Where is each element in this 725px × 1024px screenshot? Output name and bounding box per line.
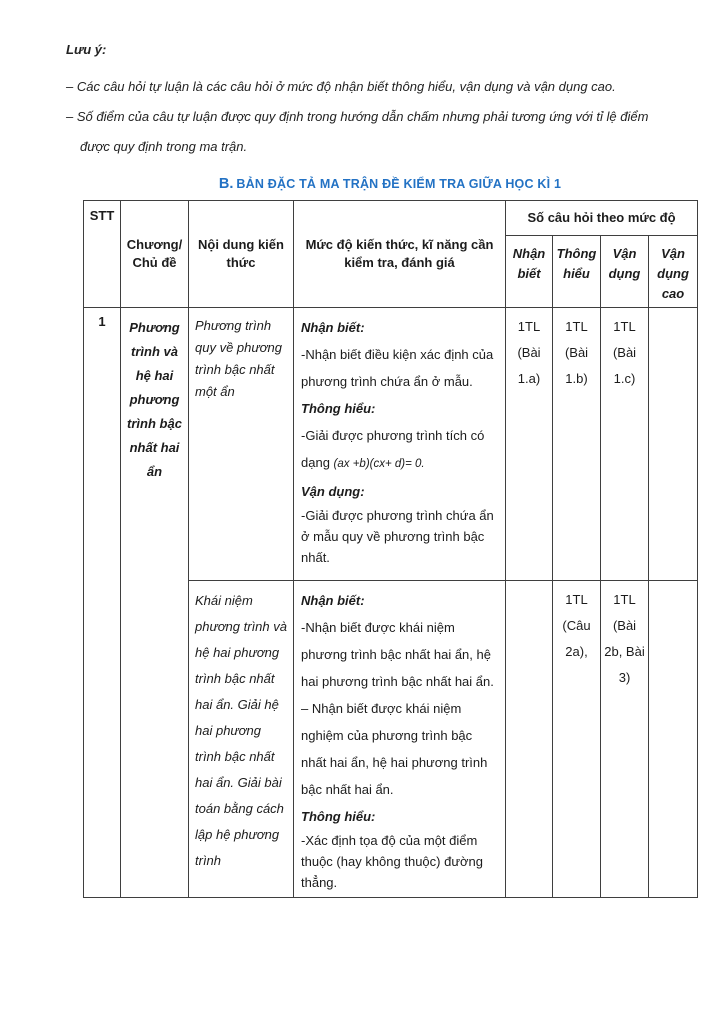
detail-paragraph: Nhận biết: (301, 320, 365, 335)
header-level-thong-hieu: Thông hiểu (553, 236, 601, 308)
spec-matrix-table (83, 200, 698, 898)
cell-count-thong-hieu-2: 1TL (Câu 2a), (553, 581, 601, 898)
header-level-van-dung-cao: Vận dụng cao (649, 236, 698, 308)
cell-count-van-dung-cao-2 (649, 581, 698, 898)
formula-text: = 0. (405, 458, 425, 470)
header-questions-group: Số câu hỏi theo mức độ (506, 201, 698, 236)
header-content: Nội dung kiến thức (189, 201, 294, 308)
detail-paragraph: Nhận biết: (301, 593, 365, 608)
note-line-2: – Số điểm của câu tự luận được quy định trong hướng dẫn chấm nhưng phải tương ứng với tỉ lệ điểm được quy định trong ma trận. (66, 109, 649, 154)
detail-paragraph (301, 422, 498, 478)
notes-title: Lưu ý: (66, 42, 107, 57)
section-title (83, 175, 697, 193)
table-row (84, 308, 698, 581)
section-title-text: BẢN ĐẶC TẢ MA TRẬN ĐỀ KIỂM TRA GIỮA HỌC KÌ 1 (236, 177, 562, 191)
cell-details-2 (294, 581, 506, 898)
formula-text: (ax +b)(cx+ d) (333, 458, 406, 470)
header-chapter: Chương/ Chủ đề (121, 201, 189, 308)
cell-count-van-dung-cao-1 (649, 308, 698, 581)
header-level-van-dung: Vận dụng (601, 236, 649, 308)
detail-paragraph: Thông hiểu: (301, 401, 376, 416)
cell-count-thong-hieu-1: 1TL (Bài 1.b) (553, 308, 601, 581)
detail-paragraph: -Giải được phương trình chứa ẩn ở mẫu quy về phương trình bậc nhất. (301, 508, 494, 565)
cell-details-1 (294, 308, 506, 581)
cell-chapter: Phương trình và hệ hai phương trình bậc nhất hai ẩn (121, 308, 189, 898)
header-stt: STT (84, 201, 121, 308)
cell-topic-2: Khái niệm phương trình và hệ hai phương trình bậc nhất hai ẩn. Giải hệ hai phương trình bậc nhất hai ẩn. Giải bài toán bằng cách lập hệ phương trình (189, 581, 294, 898)
detail-text: -Giải được phương trình tích có dạng (301, 428, 485, 470)
cell-topic-1: Phương trình quy về phương trình bậc nhất một ẩn (189, 308, 294, 581)
cell-stt: 1 (84, 308, 121, 898)
cell-count-nhan-biet-1: 1TL (Bài 1.a) (506, 308, 553, 581)
notes-section (66, 42, 680, 162)
section-label: B. (218, 176, 234, 192)
header-level: Mức độ kiến thức, kĩ năng cần kiểm tra, đánh giá (294, 201, 506, 308)
detail-paragraph: -Nhận biết điều kiện xác định của phương trình chứa ẩn ở mẫu. (301, 347, 494, 389)
header-row-1 (84, 201, 698, 236)
detail-paragraph: -Nhận biết được khái niệm phương trình bậc nhất hai ẩn, hệ hai phương trình bậc nhất hai ẩn. – Nhận biết được khái niệm nghiệm của phương trình bậc nhất hai ẩn, hệ hai phương trình bậc nhất hai ẩn. (301, 620, 494, 797)
cell-count-van-dung-1: 1TL (Bài 1.c) (601, 308, 649, 581)
header-level-nhan-biet: Nhận biết (506, 236, 553, 308)
cell-count-nhan-biet-2 (506, 581, 553, 898)
note-line-1: – Các câu hỏi tự luận là các câu hỏi ở mức độ nhận biết thông hiểu, vận dụng và vận dụng cao. (66, 79, 616, 94)
detail-paragraph: -Xác định tọa độ của một điểm thuộc (hay không thuộc) đường thẳng. (301, 833, 484, 890)
detail-paragraph: Vận dụng: (301, 484, 365, 499)
cell-count-van-dung-2: 1TL (Bài 2b, Bài 3) (601, 581, 649, 898)
detail-paragraph: Thông hiểu: (301, 809, 376, 824)
